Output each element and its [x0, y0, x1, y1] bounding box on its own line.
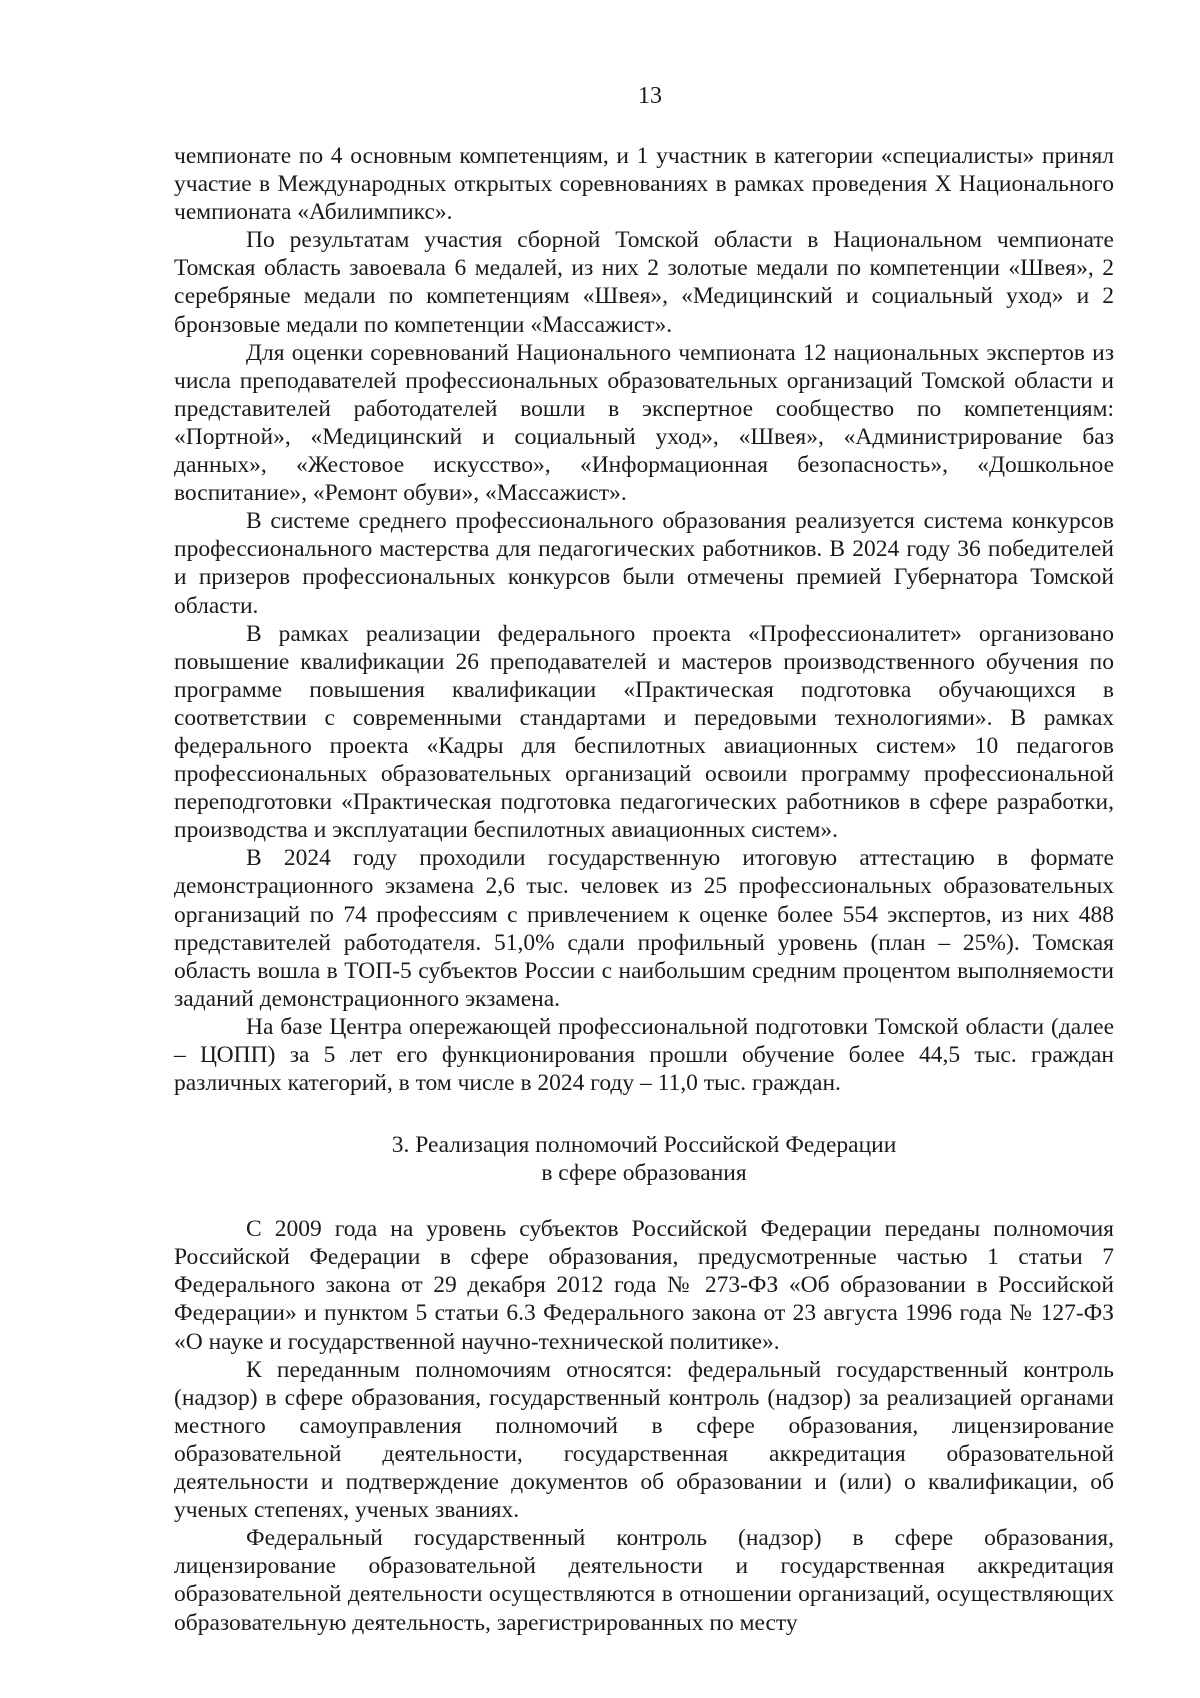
paragraph-continuation: чемпионате по 4 основным компетенциям, и 1 участник в категории «специалисты» принял участие в Международных открытых соревнованиях в рамках проведения X Национального чемпионата «Абилимпикс». — [174, 143, 1114, 226]
paragraph: Федеральный государственный контроль (надзор) в сфере образования, лицензирование образовательной деятельности и государственная аккредитация образовательной деятельности осуществляются в отношении организаций, осуществляющих образовательную деятельность, зарегистрированных по месту — [174, 1525, 1114, 1636]
paragraph: На базе Центра опережающей профессиональной подготовки Томской области (далее – ЦОПП) за 5 лет его функционирования прошли обучение более 44,5 тыс. граждан различных категорий, в том числе в 2024 году – 11,0 тыс. граждан. — [174, 1013, 1114, 1097]
paragraph: В 2024 году проходили государственную итоговую аттестацию в формате демонстрационного экзамена 2,6 тыс. человек из 25 профессиональных образовательных организаций по 74 профессиям с привлечением к оценке более 554 экспертов, из них 488 представителей работодателя. 51,0% сдали профильный уровень (план – 25%). Томская область вошла в ТОП-5 субъектов России с наибольшим средним процентом выполняемости заданий демонстрационного экзамена. — [174, 845, 1114, 1012]
paragraph: С 2009 года на уровень субъектов Российской Федерации переданы полномочия Российской Федерации в сфере образования, предусмотренные частью 1 статьи 7 Федерального закона от 29 декабря 2012 года № 273-ФЗ «Об образовании в Российской Федерации» и пунктом 5 статьи 6.3 Федерального закона от 23 августа 1996 года № 127-ФЗ «О науке и государственной научно-технической политике». — [174, 1216, 1114, 1355]
section-heading — [174, 1131, 1114, 1187]
paragraph: В системе среднего профессионального образования реализуется система конкурсов профессионального мастерства для педагогических работников. В 2024 году 36 победителей и призеров профессиональных конкурсов были отмечены премией Губернатора Томской области. — [174, 508, 1114, 619]
document-page — [174, 82, 1114, 1637]
page-number: 13 — [638, 83, 662, 109]
paragraph: К переданным полномочиям относятся: федеральный государственный контроль (надзор) в сфере образования, государственный контроль (надзор) за реализацией органами местного самоуправления полномочий в сфере образования, лицензирование образовательной деятельности, государственная аккредитация образовательной деятельности и подтверждение документов об образовании и (или) о квалификации, об ученых степенях, ученых званиях. — [174, 1356, 1114, 1524]
paragraph: По результатам участия сборной Томской области в Национальном чемпионате Томская область завоевала 6 медалей, из них 2 золотые медали по компетенции «Швея», 2 серебряные медали по компетенциям «Швея», «Медицинский и социальный уход» и 2 бронзовые медали по компетенции «Массажист». — [174, 227, 1114, 338]
section-heading-line-2: в сфере образования — [541, 1160, 747, 1187]
section-heading-line-1: 3. Реализация полномочий Российской Федерации — [391, 1132, 897, 1159]
paragraph: В рамках реализации федерального проекта «Профессионалитет» организовано повышение квалификации 26 преподавателей и мастеров производственного обучения по программе повышения квалификации «Практическая подготовка обучающихся в соответствии с современными стандартами и передовыми технологиями». В рамках федерального проекта «Кадры для беспилотных авиационных систем» 10 педагогов профессиональных образовательных организаций освоили программу профессиональной переподготовки «Практическая подготовка педагогических работников в сфере разработки, производства и эксплуатации беспилотных авиационных систем». — [174, 620, 1114, 844]
paragraph: Для оценки соревнований Национального чемпионата 12 национальных экспертов из числа преподавателей профессиональных образовательных организаций Томской области и представителей работодателей вошли в экспертное сообщество по компетенциям: «Портной», «Медицинский и социальный уход», «Швея», «Администрирование баз данных», «Жестовое искусство», «Информационная безопасность», «Дошкольное воспитание», «Ремонт обуви», «Массажист». — [174, 339, 1114, 507]
